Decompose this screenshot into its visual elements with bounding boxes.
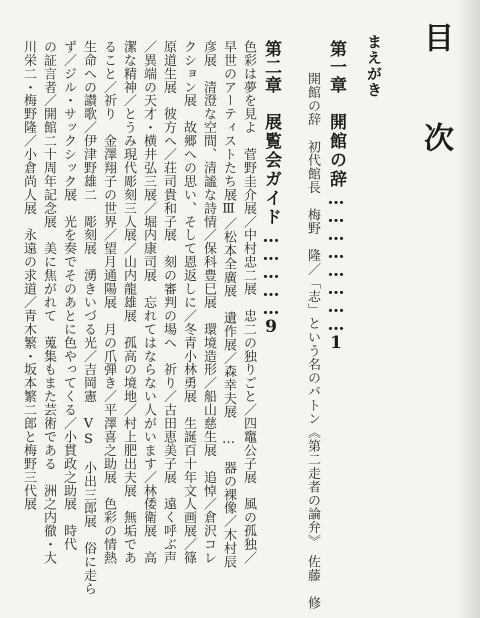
chapter-2-contents-line: 生命への讃歌／伊津野雄二 彫刻展 湧きいづる光／吉岡憲 VS 小出三郎展 俗に走ら [81, 40, 96, 596]
chapter-1-page-number: 1 [326, 333, 346, 354]
chapter-2-page-number: 9 [261, 317, 281, 338]
chapter-2-contents-line: クション展 故郷への思い、そして恩返しに／冬青小林勇展 生誕百十年文人画展／篠 [181, 40, 196, 565]
chapter-2-contents-line: 彦展 清澄な空間、清謐な詩情／保科豊巳展 環境造形／船山慈生展 追悼／倉沢コレ [201, 40, 216, 565]
toc-entry-chapter-1[interactable] [327, 40, 344, 354]
chapter-2-contents-line: ること／祈り 金澤翔子の世界／望月通陽展 月の爪弾き／平澤喜之助展 色彩の情熱 [101, 40, 116, 565]
toc-entry-preface[interactable]: まえがき [365, 34, 383, 98]
toc-entry-chapter-2[interactable] [262, 40, 279, 338]
chapter-2-contents-line: 潔な精神／とうみ現代彫刻三人展／山内龍雄展 孤高の境地／村上肥出夫展 無垢であ [121, 40, 136, 565]
chapter-2-leader-dots: …………… [261, 227, 281, 317]
chapter-2-contents-line: ず／ジル・サックシック展 光を奏でそのあとに色やってくる／小貫政之助展 時代 [61, 40, 76, 552]
chapter-2-contents-line: の証言者／開館二十周年記念展 美に焦がれて 蒐集もまた芸術である 洲之内徹・大 [41, 40, 56, 565]
chapter-1-title: 開館の辞 [326, 113, 346, 189]
chapter-2-contents-line: 原道生展 彼方へ／荘司貴和子展 刻の審判の場へ 祈り／古田恵美子展 遠く呼ぶ声 [161, 40, 176, 565]
chapter-2-contents-line: 早世のアーティストたち展Ⅲ／松本全廣展 遺作展／森幸夫展 … 器の裸像／木村辰 [221, 40, 236, 569]
page-title: 目 次 [418, 22, 453, 172]
chapter-1-leader-dots: …………………… [326, 189, 346, 333]
page-edge-shadow [458, 0, 480, 618]
chapter-2-title: 展覧会ガイド [261, 113, 281, 227]
chapter-2-contents-line: 色彩は夢を見よ 菅野圭介展／中村忠二展 忠二の独りごと／四竈公子展 風の孤独／ [241, 40, 256, 565]
chapter-2-contents-line: 川栄二・梅野隆／小倉尚人展 永遠の求道／青木繁・坂本繁二郎と梅野三代展 [21, 40, 36, 511]
chapter-2-label: 第二章 [261, 40, 281, 94]
chapter-1-contents: 開館の辞 初代館長 梅野 隆／「志」という名のバトン《第二走者の論弁》 佐藤 修 [305, 72, 320, 610]
chapter-2-contents-line: ／異端の天才・横井弘三展／堀内康司展 忘れてはならない人がいます／林倭衛展 高 [141, 40, 156, 565]
chapter-1-label: 第一章 [326, 40, 346, 94]
